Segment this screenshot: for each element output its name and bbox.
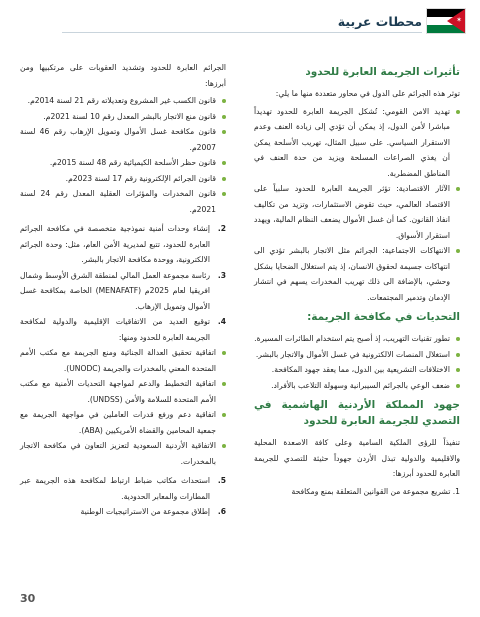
section-title-jordan-efforts: جهود المملكة الأردنية الهاشمية في التصدي للجريمة العابرة للحدود <box>254 399 460 427</box>
item-text: توقيع العديد من الاتفاقيات الإقليمية والدولية لمكافحة الجريمة العابرة للحدود ومنها: <box>20 317 210 342</box>
challenges-item: تطور تقنيات التهريب، إذ أصبح يتم استخدام الطائرات المسيرة. <box>254 331 460 347</box>
item-number: 5. <box>217 476 226 485</box>
effort-item <box>20 504 226 520</box>
item-text: استحداث مكاتب ضباط ارتباط لمكافحة هذه الجريمة عبر المطارات والمعابر الحدودية. <box>20 476 210 501</box>
effects-intro: توثر هذه الجرائم على الدول في محاور متعددة منها ما يلي: <box>275 89 460 98</box>
laws-intro: الجرائم العابرة للحدود وتشديد العقوبات على مرتكبيها ومن أبرزها: <box>20 63 226 88</box>
agreement-item: اتفاقية دعم ورفع قدرات العاملين في مواجهة الجريمة مع جمعية المحامين والقضاة الأمريكيين (ABA). <box>20 407 226 438</box>
jordan-flag-icon: ✶ <box>426 8 466 34</box>
jordan-efforts-item-1: 1. تشريع مجموعة من القوانين المتعلقة بمنع ومكافحة <box>291 486 460 496</box>
challenges-item: الاختلافات التشريعية بين الدول، مما يعقد جهود المكافحة. <box>254 362 460 378</box>
item-text: إنشاء وحدات أمنية نموذجية متخصصة في مكافحة الجرائم العابرة للحدود، تتبع لمديرية الأمن العام، مثل: وحدة الجرائم الالكترونية، ووحدة مكافحة الاتجار بالبشر. <box>20 224 210 264</box>
challenges-item: ضعف الوعي بالجرائم السيبرانية وسهولة التلاعب بالأفراد. <box>254 378 460 394</box>
agreement-item: اتفاقية تحقيق العدالة الجنائية ومنع الجريمة مع مكتب الأمم المتحدة المعني بالمخدرات والجريمة (UNODC). <box>20 345 226 376</box>
law-item: قانون الكسب غير المشروع وتعديلاته رقم 21 لسنة 2014م. <box>20 93 226 109</box>
agreements-list <box>20 345 226 469</box>
effort-item <box>20 473 226 504</box>
law-item: قانون الجرائم الإلكترونية رقم 17 لسنة 2023م. <box>20 171 226 187</box>
item-text: إطلاق مجموعة من الاستراتيجيات الوطنية <box>80 507 210 516</box>
effort-item <box>20 268 226 315</box>
law-item: قانون مكافحة غسل الأموال وتمويل الإرهاب رقم 46 لسنة 2007م. <box>20 124 226 155</box>
effects-item: الآثار الاقتصادية: تؤثر الجريمة العابرة للحدود سلبياً على الاقتصاد العالمي، حيث تقوض الاستثمارات، وتزيد من تكاليف انفاذ القانون. كما أن غسل الأموال يضعف النظام المالية، ويهدد استقرار الأسواق. <box>254 181 460 243</box>
item-number: 3. <box>217 270 226 280</box>
left-column <box>20 60 226 520</box>
effects-item: الانتهاكات الاجتماعية: الجرائم مثل الاتجار بالبشر تؤدي الى انتهاكات جسيمة لحقوق الانسان، إذ يتم استغلال الضحايا بشكل وحشي، بالإضافة الى ذلك تهريب المخدرات يسهم في انتشار الإدمان وتدمير المجتمعات. <box>254 243 460 305</box>
efforts-list <box>20 221 226 345</box>
effects-list <box>254 104 460 306</box>
page-header <box>0 0 480 58</box>
page-number: 30 <box>20 592 36 605</box>
efforts-list-continued <box>20 473 226 520</box>
section-title-challenges: التحديات في مكافحة الجريمة: <box>307 311 460 323</box>
agreement-item: الاتفاقية الأردنية السعودية لتعزيز التعاون في مكافحة الاتجار بالمخدرات. <box>20 438 226 469</box>
challenges-item: استغلال المنصات الالكترونية في غسل الأموال والاتجار بالبشر. <box>254 347 460 363</box>
effort-item <box>20 221 226 268</box>
challenges-list <box>254 331 460 393</box>
effort-item <box>20 314 226 345</box>
item-text: رئاسة مجموعة العمل المالي لمنطقة الشرق الأوسط وشمال افريقيا لعام 2025م (MENAFATF) الخاصة بمكافحة غسل الأموال وتمويل الإرهاب. <box>20 270 211 311</box>
agreement-item: اتفاقية التخطيط والدعم لمواجهة التحديات الأمنية مع مكتب الأمم المتحدة للسلامة والأمن (UNDSS). <box>20 376 226 407</box>
header-divider <box>62 32 422 33</box>
law-item: قانون منع الاتجار بالبشر المعدل رقم 10 لسنة 2021م. <box>20 109 226 125</box>
law-item: قانون المخدرات والمؤثرات العقلية المعدل رقم 24 لسنة 2021م. <box>20 186 226 217</box>
laws-list <box>20 93 226 217</box>
item-number: 2. <box>217 224 226 233</box>
right-column <box>254 60 460 501</box>
jordan-efforts-intro: تنفيذاً للرؤى الملكية السامية وعلى كافة الاصعدة المحلية والاقليمية والدولية تبذل الأردن جهوداً حثيثة للتصدي للجريمة العابرة للحدود أبرزها: <box>254 438 460 478</box>
law-item: قانون حظر الأسلحة الكيميائية رقم 48 لسنة 2015م. <box>20 155 226 171</box>
item-number: 6. <box>217 507 226 516</box>
item-number: 4. <box>217 317 226 326</box>
section-title-effects: تأثيرات الجريمة العابرة للحدود <box>305 66 460 78</box>
brand-title: محطات عربية <box>337 14 422 29</box>
effects-item: تهديد الامن القومي: تُشكل الجريمة العابرة للحدود تهديداً مباشرا لأمن الدول، إذ يمكن أن تؤدي إلى زيادة العنف وعدم الاستقرار السياسي. على سبيل المثال، تهريب الأسلحة يمكن أن يغذي الصراعات المسلحة ويزيد من حدة العنف في المناطق المضطربة. <box>254 104 460 182</box>
